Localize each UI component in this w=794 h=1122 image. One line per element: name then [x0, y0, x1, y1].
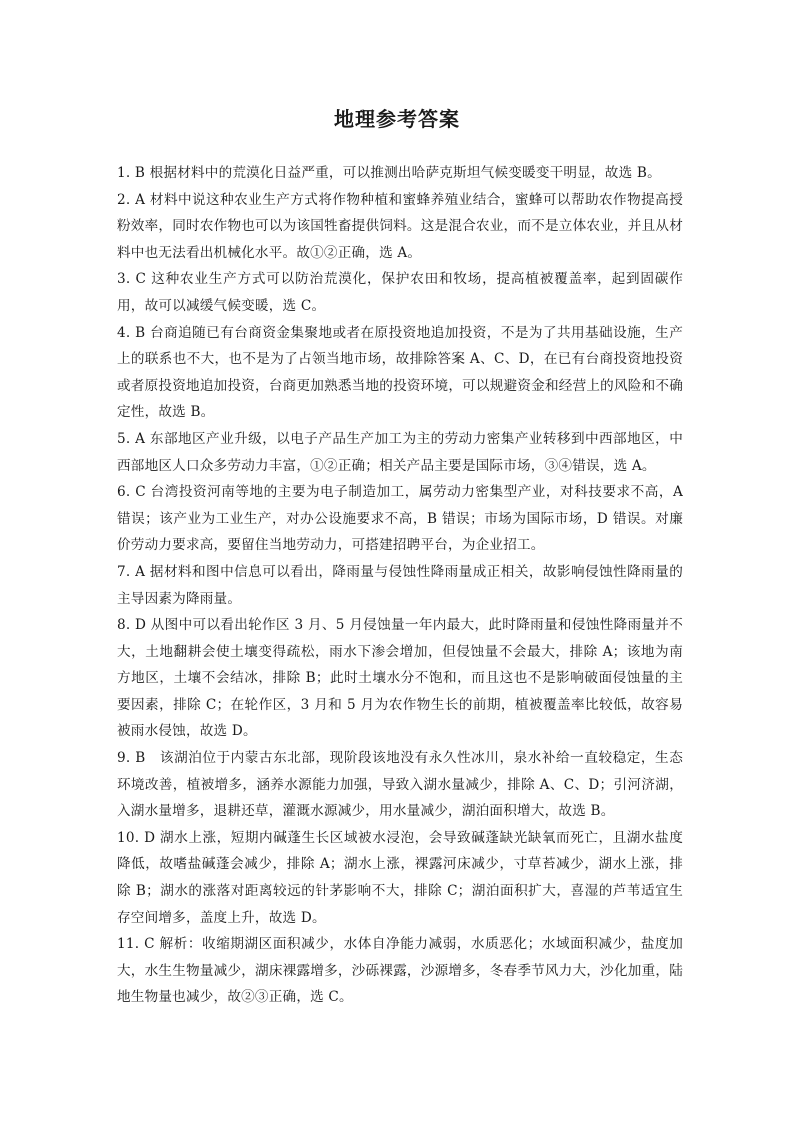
answer-item-7: 7. A 据材料和图中信息可以看出，降雨量与侵蚀性降雨量成正相关，故影响侵蚀性降雨量的主导因素为降雨量。 — [117, 563, 683, 607]
answer-item-10: 10. D 湖水上涨，短期内碱蓬生长区域被水浸泡，会导致碱蓬缺光缺氧而死亡，且湖水盐度降低，故嗜盐碱蓬会减少，排除 A；湖水上涨，裸露河床减少，寸草苔减少，湖水上涨，排除 B；湖水的涨落对距离较远的针茅影响不大，排除 C；湖泊面积扩大，喜湿的芦苇适宜生存空间增多，盖度上升，故选 D。 — [117, 829, 683, 926]
answer-item-5: 5. A 东部地区产业升级，以电子产品生产加工为主的劳动力密集产业转移到中西部地区，中西部地区人口众多劳动力丰富，①②正确；相关产品主要是国际市场，③④错误，选 A。 — [117, 430, 683, 474]
answer-list — [117, 160, 683, 1011]
answer-item-1: 1. B 根据材料中的荒漠化日益严重，可以推测出哈萨克斯坦气候变暖变干明显，故选 B。 — [117, 165, 661, 181]
answer-item-3: 3. C 这种农业生产方式可以防治荒漠化，保护农田和牧场，提高植被覆盖率，起到固碳作用，故可以减缓气候变暖，选 C。 — [117, 271, 683, 314]
answer-item-11: 11. C 解析：收缩期湖区面积减少，水体自净能力减弱，水质恶化；水域面积减少，盐度加大，水生生物量减少，湖床裸露增多，沙砾裸露，沙源增多，冬春季节风力大，沙化加重，陆地生物量也减少，故②③正确，选 C。 — [117, 936, 683, 1006]
page-title: 地理参考答案 — [334, 107, 460, 131]
answer-item-8: 8. D 从图中可以看出轮作区 3 月、5 月侵蚀量一年内最大，此时降雨量和侵蚀性降雨量并不大，土地翻耕会使土壤变得疏松，雨水下渗会增加，但侵蚀量不会最大，排除 A；该地为南方地区，土壤不会结冰，排除 B；此时土壤水分不饱和，而且这也不是影响破面侵蚀量的主要因素，排除 C；在轮作区，3 月和 5 月为农作物生长的前期，植被覆盖率比较低，故容易被雨水侵蚀，故选 D。 — [117, 617, 683, 740]
answer-item-4: 4. B 台商追随已有台商资金集聚地或者在原投资地追加投资，不是为了共用基础设施，生产上的联系也不大，也不是为了占领当地市场，故排除答案 A、C、D，在已有台商投资地投资或者原投资地追加投资，台商更加熟悉当地的投资环境，可以规避资金和经营上的风险和不确定性，故选 B。 — [117, 324, 683, 421]
answer-item-9: 9. B 该湖泊位于内蒙古东北部，现阶段该地没有永久性冰川，泉水补给一直较稳定，生态环境改善，植被增多，涵养水源能力加强，导致入湖水量减少，排除 A、C、D；引河济湖，入湖水量增多，退耕还草，灌溉水源减少，用水量减少，湖泊面积增大，故选 B。 — [117, 750, 683, 820]
answer-item-2: 2. A 材料中说这种农业生产方式将作物种植和蜜蜂养殖业结合，蜜蜂可以帮助农作物提高授粉效率，同时农作物也可以为该国牲畜提供饲料。这是混合农业，而不是立体农业，并且从材料中也无法看出机械化水平。故①②正确，选 A。 — [117, 191, 683, 261]
answer-item-6: 6. C 台湾投资河南等地的主要为电子制造加工，属劳动力密集型产业，对科技要求不高，A 错误；该产业为工业生产，对办公设施要求不高，B 错误；市场为国际市场，D 错误。对廉价劳动力要求高，要留住当地劳动力，可搭建招聘平台，为企业招工。 — [117, 484, 683, 554]
